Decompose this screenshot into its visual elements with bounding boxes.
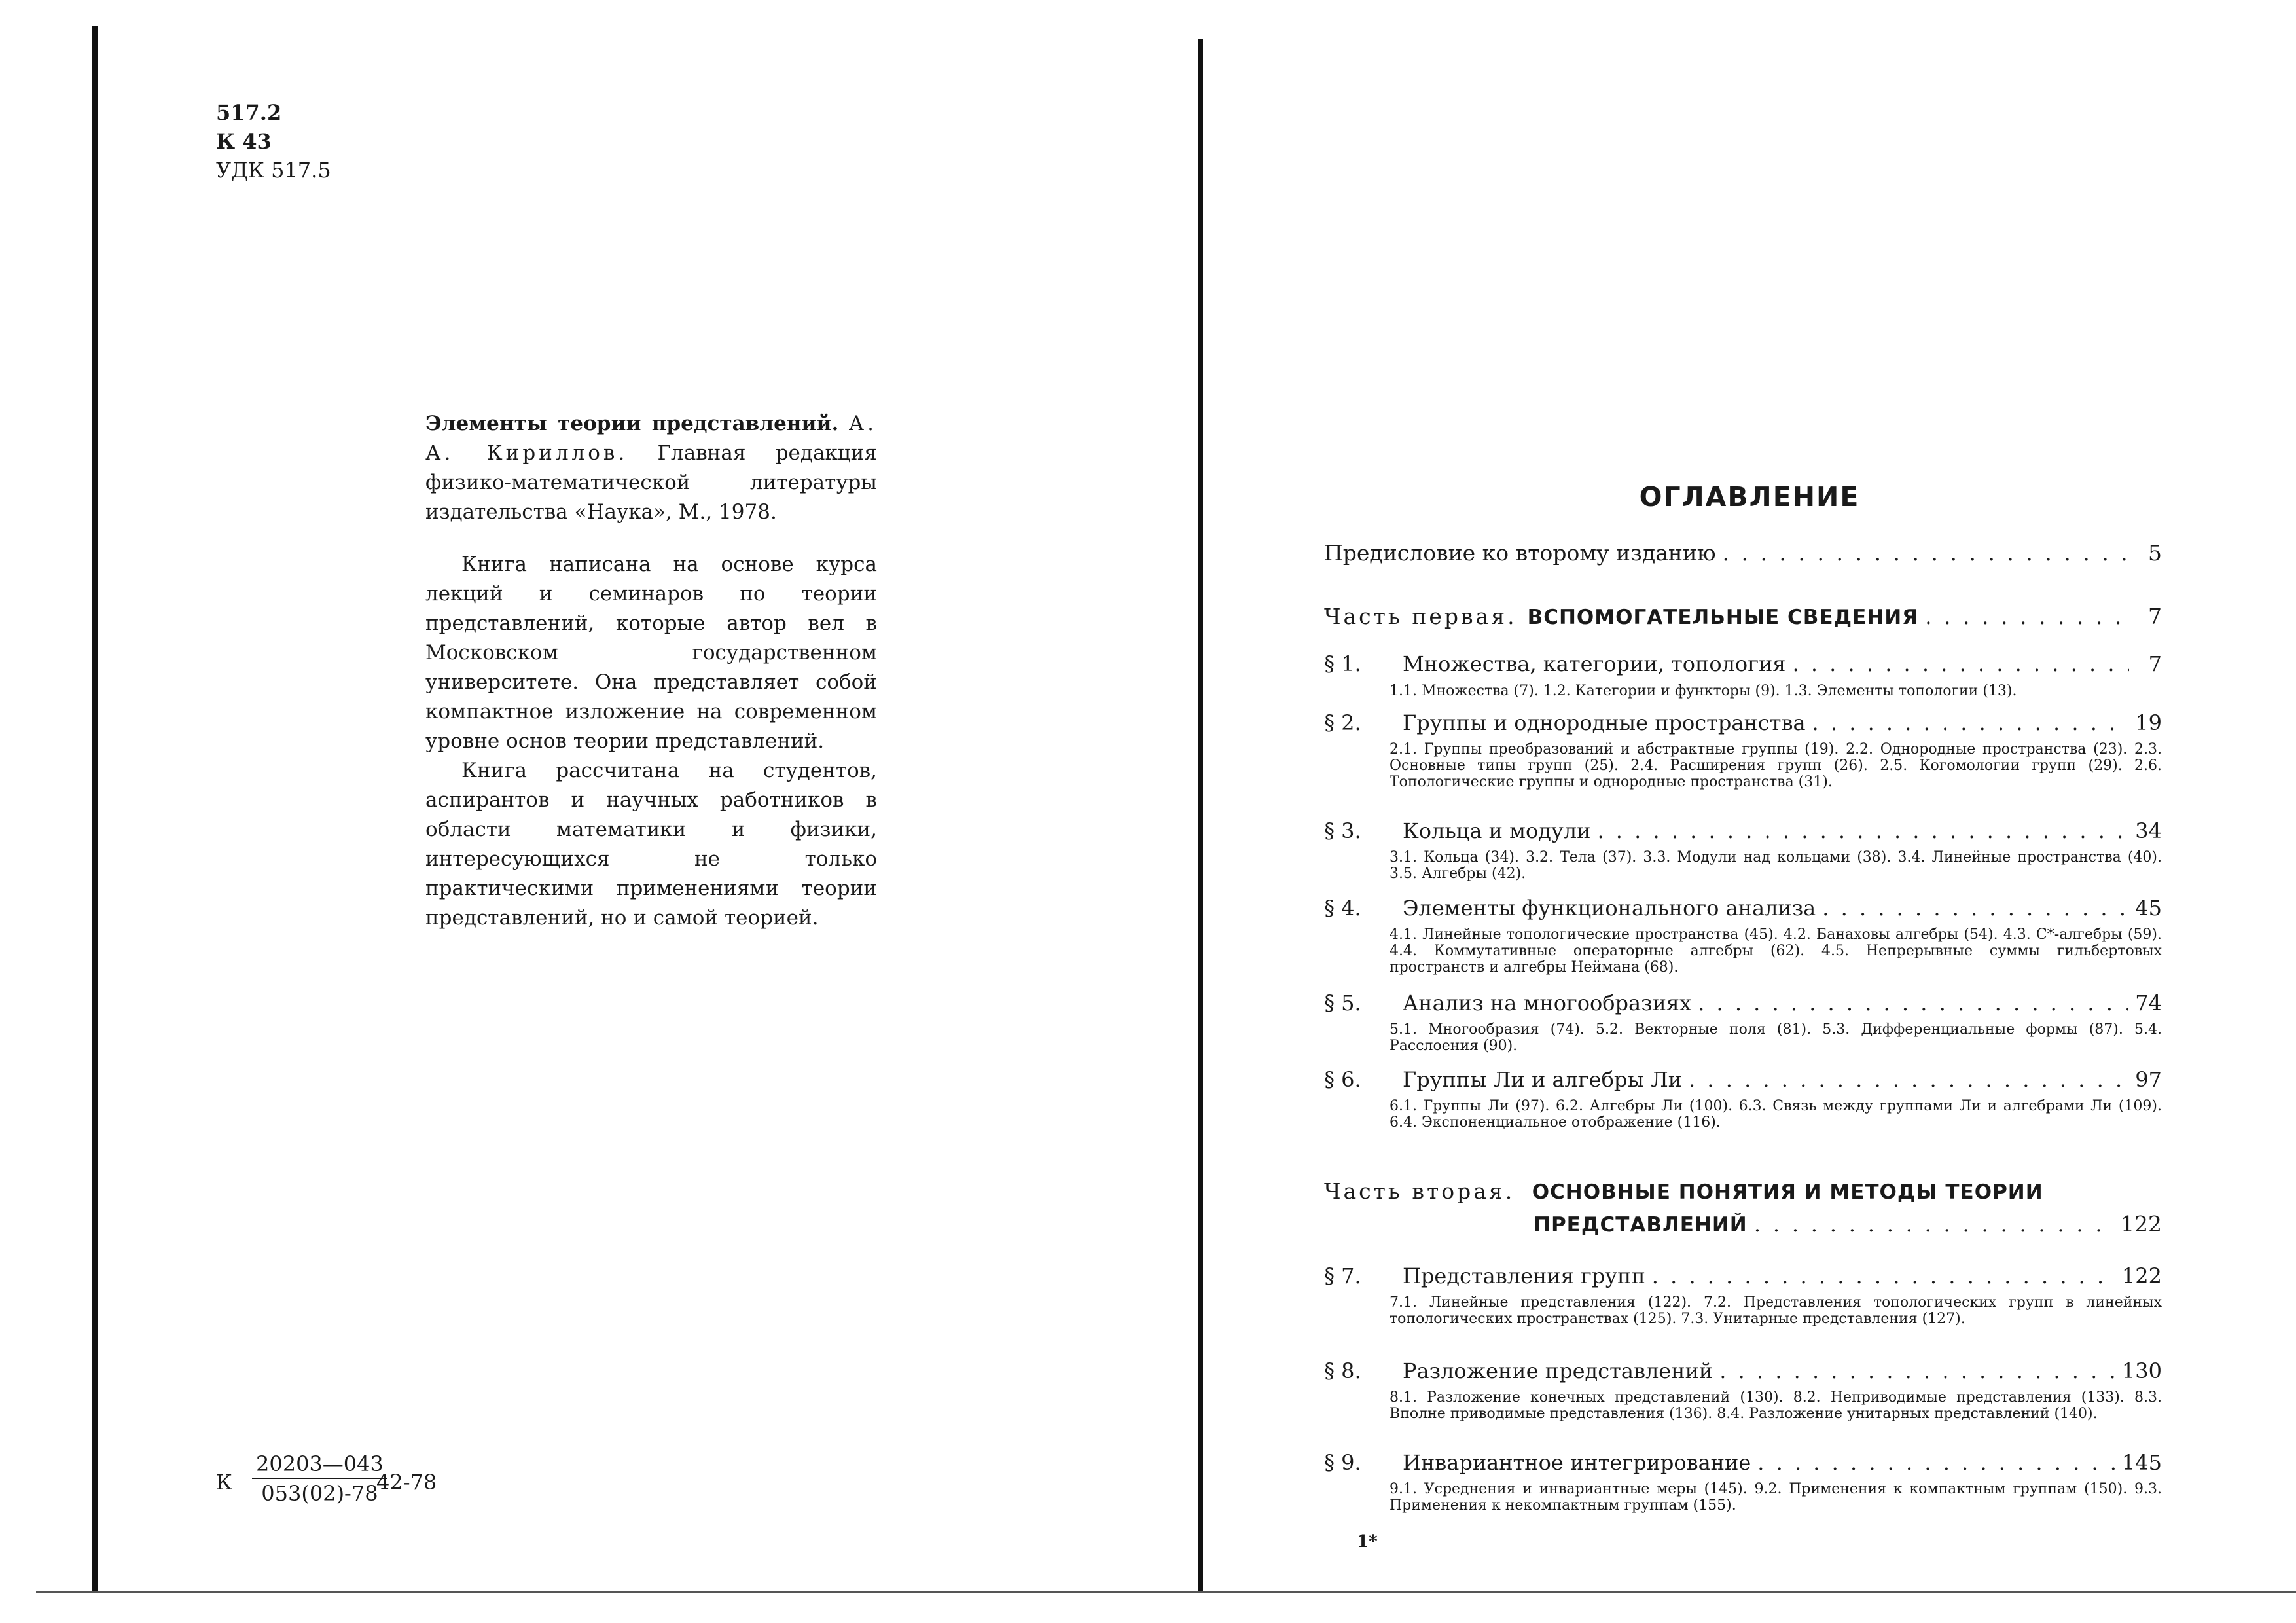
part-label: Часть первая. bbox=[1324, 604, 1517, 629]
part-label: Часть вторая. bbox=[1324, 1178, 1515, 1204]
toc-leader bbox=[1757, 1450, 2115, 1475]
part-title-continued: ПРЕДСТАВЛЕНИЙ bbox=[1534, 1213, 1748, 1237]
toc-leader bbox=[1792, 651, 2129, 676]
toc-section bbox=[1324, 818, 2162, 843]
toc-page-number: 97 bbox=[2135, 1067, 2162, 1092]
toc-section bbox=[1324, 651, 2162, 676]
toc-page-number: 19 bbox=[2135, 710, 2162, 735]
toc-page-number: 5 bbox=[2148, 540, 2162, 566]
annotation-paragraph: Книга рассчитана на студентов, аспирантов и научных работников в области математики и физики, интересующихся не только практическими применениями теории представлений, но и самой теорией. bbox=[425, 759, 877, 930]
author-mark: К 43 bbox=[216, 129, 272, 154]
toc-section bbox=[1324, 896, 2162, 921]
toc-page-number: 7 bbox=[2148, 651, 2162, 676]
toc-part-two bbox=[1324, 1178, 2162, 1204]
section-number: § 2. bbox=[1324, 710, 1361, 735]
bbk-code: 517.2 bbox=[216, 100, 282, 125]
part-title: ОСНОВНЫЕ ПОНЯТИЯ И МЕТОДЫ ТЕОРИИ bbox=[1532, 1180, 2043, 1204]
section-number: § 5. bbox=[1324, 991, 1361, 1015]
section-title: Элементы функционального анализа bbox=[1403, 896, 1816, 921]
section-title: Инвариантное интегрирование bbox=[1403, 1450, 1751, 1475]
annotation-paragraph: Книга написана на основе курса лекций и семинаров по теории представлений, которые автор вел в Московском государственном университете. Она представляет собой компактное изложение на современном уровне основ теории представлений. bbox=[425, 553, 877, 753]
toc-page-number: 130 bbox=[2121, 1359, 2162, 1383]
section-subtopics: 8.1. Разложение конечных представлений (130). 8.2. Неприводимые представления (133). 8.3. Вполне приводимые представления (136). 8.4. Разложение унитарных представлений (140). bbox=[1390, 1389, 2162, 1422]
toc-section bbox=[1324, 1264, 2162, 1288]
bibliographic-entry bbox=[425, 409, 877, 527]
toc-page-number: 7 bbox=[2148, 604, 2162, 629]
section-number: § 1. bbox=[1324, 651, 1361, 676]
toc-section bbox=[1324, 1067, 2162, 1092]
section-number: § 8. bbox=[1324, 1359, 1361, 1383]
annotation bbox=[425, 409, 877, 933]
section-number: § 7. bbox=[1324, 1264, 1361, 1288]
book-publisher: Главная редакция физико-математической литературы издательства «Наука», М., 1978. bbox=[425, 441, 877, 524]
section-title: Множества, категории, топология bbox=[1403, 651, 1786, 676]
right-page bbox=[1203, 0, 2296, 1591]
code-denominator: 053(02)-78 bbox=[261, 1481, 378, 1506]
udk-code: УДК 517.5 bbox=[216, 158, 331, 183]
toc-leader bbox=[1822, 896, 2128, 921]
classification-codes bbox=[216, 98, 331, 185]
section-number: § 3. bbox=[1324, 818, 1361, 843]
publication-code bbox=[216, 1450, 478, 1522]
printer-signature: 1* bbox=[1357, 1532, 1378, 1552]
toc-part-two-continued bbox=[1534, 1211, 2162, 1237]
section-subtopics: 6.1. Группы Ли (97). 6.2. Алгебры Ли (100). 6.3. Связь между группами Ли и алгебрами Ли (109). 6.4. Экспоненциальное отображение (116). bbox=[1390, 1098, 2162, 1131]
section-number: § 4. bbox=[1324, 896, 1361, 921]
toc-page-number: 74 bbox=[2135, 991, 2162, 1015]
toc-section bbox=[1324, 1450, 2162, 1475]
toc-section bbox=[1324, 1359, 2162, 1383]
toc-title: ОГЛАВЛЕНИЕ bbox=[1639, 481, 1860, 513]
section-subtopics: 7.1. Линейные представления (122). 7.2. Представления топологических групп в линейных топологических пространствах (125). 7.3. Унитарные представления (127). bbox=[1390, 1294, 2162, 1327]
section-number: § 6. bbox=[1324, 1067, 1361, 1092]
toc-leader bbox=[1652, 1264, 2115, 1288]
section-title: Группы Ли и алгебры Ли bbox=[1403, 1067, 1683, 1092]
part-title: ВСПОМОГАТЕЛЬНЫЕ СВЕДЕНИЯ bbox=[1527, 606, 1919, 629]
section-subtopics: 5.1. Многообразия (74). 5.2. Векторные поля (81). 5.3. Дифференциальные формы (87). 5.4. Расслоения (90). bbox=[1390, 1021, 2162, 1054]
toc-part-one bbox=[1324, 604, 2162, 629]
toc-leader bbox=[1723, 540, 2129, 566]
toc-leader bbox=[1754, 1211, 2114, 1237]
book-gutter bbox=[1198, 39, 1203, 1591]
section-title: Группы и однородные пространства bbox=[1403, 710, 1806, 735]
scan-bottom-edge bbox=[36, 1591, 2296, 1593]
toc-page-number: 34 bbox=[2135, 818, 2162, 843]
toc-page-number: 45 bbox=[2135, 896, 2162, 921]
toc-leader bbox=[1689, 1067, 2128, 1092]
code-numerator: 20203—043 bbox=[252, 1450, 387, 1479]
toc-page-number: 145 bbox=[2121, 1450, 2162, 1475]
toc-section bbox=[1324, 710, 2162, 735]
toc-leader bbox=[1698, 991, 2128, 1015]
toc-section bbox=[1324, 991, 2162, 1015]
section-title: Кольца и модули bbox=[1403, 818, 1591, 843]
section-subtopics: 1.1. Множества (7). 1.2. Категории и функторы (9). 1.3. Элементы топологии (13). bbox=[1390, 683, 2017, 699]
section-title: Разложение представлений bbox=[1403, 1359, 1713, 1383]
toc-entry-title: Предисловие ко второму изданию bbox=[1324, 540, 1716, 566]
book-author: А. А. Кириллов. bbox=[425, 412, 877, 465]
section-subtopics: 2.1. Группы преобразований и абстрактные группы (19). 2.2. Однородные пространства (23). 2.3. Основные типы групп (25). 2.4. Расширения групп (26). 2.5. Когомологии групп (29). 2.6. Топологические группы и однородные пространства (31). bbox=[1390, 741, 2162, 790]
toc-page-number: 122 bbox=[2121, 1264, 2162, 1288]
section-title: Представления групп bbox=[1403, 1264, 1645, 1288]
section-number: § 9. bbox=[1324, 1450, 1361, 1475]
toc-leader bbox=[1925, 604, 2129, 629]
book-title: Элементы теории представлений. bbox=[425, 412, 839, 435]
toc-preface bbox=[1324, 540, 2162, 566]
toc-leader bbox=[1719, 1359, 2115, 1383]
toc-leader bbox=[1812, 710, 2129, 735]
section-subtopics: 4.1. Линейные топологические пространства (45). 4.2. Банаховы алгебры (54). 4.3. C*-алгебры (59). 4.4. Коммутативные операторные алгебры (62). 4.5. Непрерывные суммы гильбертовых пространств и алгебры Неймана (68). bbox=[1390, 926, 2162, 976]
code-suffix: 42-78 bbox=[376, 1470, 437, 1495]
section-subtopics: 3.1. Кольца (34). 3.2. Тела (37). 3.3. Модули над кольцами (38). 3.4. Линейные пространства (40). 3.5. Алгебры (42). bbox=[1390, 849, 2162, 882]
section-subtopics: 9.1. Усреднения и инвариантные меры (145). 9.2. Применения к компактным группам (150). 9.3. Применения к некомпактным группам (155). bbox=[1390, 1481, 2162, 1514]
code-fraction bbox=[252, 1450, 387, 1508]
code-prefix: К bbox=[216, 1470, 232, 1495]
section-title: Анализ на многообразиях bbox=[1403, 991, 1692, 1015]
toc-page-number: 122 bbox=[2121, 1211, 2162, 1237]
toc-leader bbox=[1597, 818, 2128, 843]
